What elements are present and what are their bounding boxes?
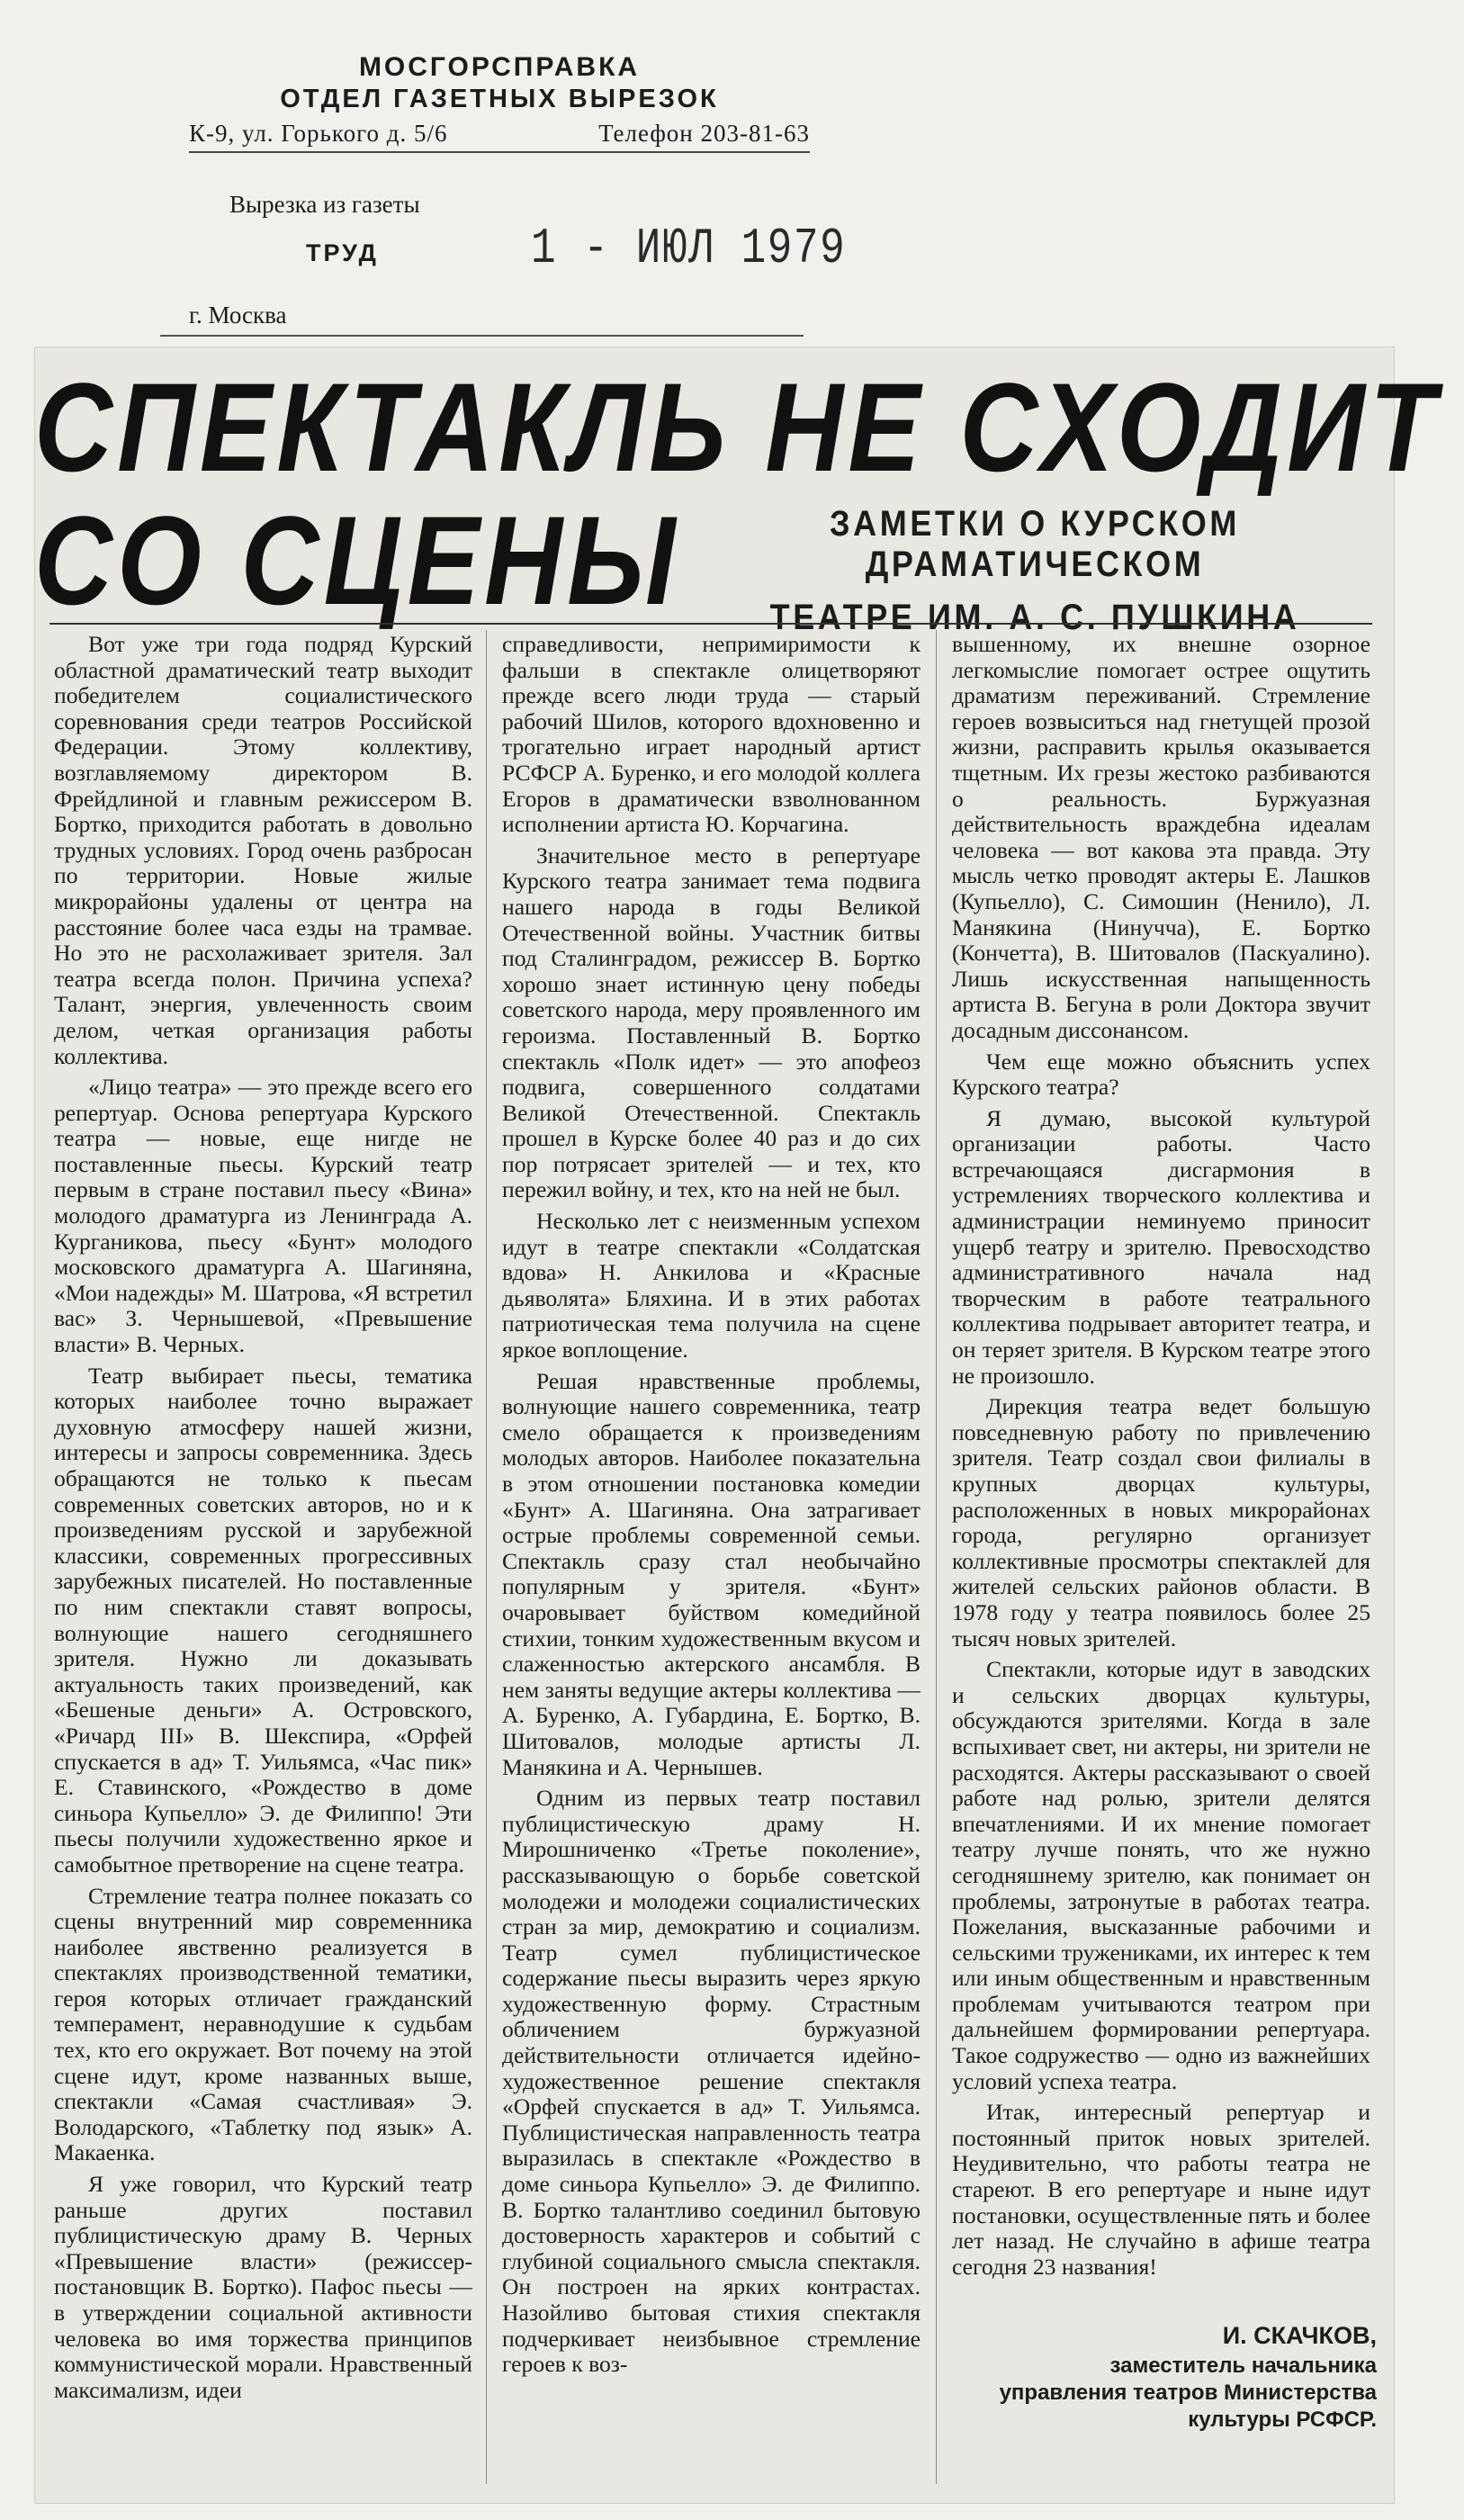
agency-header: [189, 52, 810, 153]
clipping-label: Вырезка из газеты: [229, 191, 420, 218]
agency-name: МОСГОРСПРАВКА: [358, 52, 641, 82]
paragraph: Итак, интересный репертуар и постоянный приток новых зрителей. Неудивительно, что работы театра не стареют. В его репертуаре и ныне идут постановки, осуществленные пять и более лет назад. Не случайно в афише театра сегодня 23 названия!: [952, 2099, 1370, 2280]
headline-line-1: СПЕКТАКЛЬ НЕ СХОДИТ: [34, 356, 1441, 498]
subtitle-line-1: ЗАМЕТКИ О КУРСКОМ ДРАМАТИЧЕСКОМ: [830, 504, 1240, 584]
paragraph: Я думаю, высокой культурой организации работы. Часто встречающаяся дисгармония в устремлениях творческого коллектива и администрации неминуемо приносит ущерб театру и зрителю. Превосходство административного начала над творческим в работе театрального коллектива подрывает авторитет театра, и он теряет зрителя. В Курском театре этого не произошло.: [952, 1104, 1370, 1389]
author-name: И. СКАЧКОВ,: [1222, 2322, 1377, 2349]
column-divider: [486, 630, 487, 2484]
article-column-3: [952, 632, 1370, 2285]
author-title: заместитель начальника управления театров Министерства культуры РСФСР.: [999, 2354, 1377, 2432]
paragraph: «Лицо театра» — это прежде всего его репертуар. Основа репертуара Курского театра — новые, еще нигде не поставленные пьесы. Курский театр первым в стране поставил пьесу «Вина» молодого драматурга из Ленинграда А. Курганикова, пьесу «Бунт» молодого московского драматурга А. Шагиняна, «Мои надежды» М. Шатрова, «Я встретил вас» З. Чернышевой, «Превышение власти» В. Черных.: [54, 1074, 472, 1358]
paragraph: Спектакли, которые идут в заводских и сельских дворцах культуры, обсуждаются зрителями. Когда в зале вспыхивает свет, ни актеры, ни зрители не расходятся. Актеры рассказывают о своей работе над ролью, зрители делятся впечатлениями. И их мнение помогает театру лучше понять, что же нужно сегодняшнему зрителю, как понимает он проблемы, затронутые в работах театра. Пожелания, высказанные рабочими и сельскими тружениками, их интерес к тем или иным общественным и нравственным проблемам учитываются театром при дальнейшем формировании репертуара. Такое содружество — одно из важнейших условий успеха театра.: [952, 1656, 1370, 2094]
city: г. Москва: [189, 302, 287, 328]
phone: Телефон 203-81-63: [598, 120, 810, 147]
address: К-9, ул. Горького д. 5/6: [189, 120, 448, 147]
headline-line-2: СО СЦЕНЫ: [34, 490, 680, 631]
paragraph: Одним из первых театр поставил публицистическую драму Н. Мирошниченко «Третье поколение», рассказывающую о борьбе советской молодежи и молодежи социалистических стран за мир, демократию и социализм. Театр сумел публицистическое содержание пьесы выразить через яркую художественную форму. Страстным обличением буржуазной действительности отличается идейно-художественное решение спектакля «Орфей спускается в ад» Т. Уильямса. Публицистическая направленность театра выразилась в спектакле «Рождество в доме синьора Купьелло» Э. де Филиппо. В. Бортко талантливо соединил бытовую достоверность характеров и событий с глубиной социального смысла спектакля. Он построен на ярких контрастах. Назойливо бытовая стихия спектакля подчеркивает неизбывное стремление героев к воз-: [502, 1785, 921, 2378]
article-column-1: [54, 632, 472, 2408]
newspaper-name: ТРУД: [306, 239, 379, 266]
paragraph: Вот уже три года подряд Курский областной драматический театр выходит победителем социалистического соревнования среди театров Российской Федерации. Этому коллективу, возглавляемому директором В. Фрейдлиной и главным режиссером В. Бортко, приходится работать в довольно трудных условиях. Город очень разбросан по территории. Новые жилые микрорайоны удалены от центра на расстояние более часа езды на трамвае. Но это не расхолаживает зрителя. Зал театра всегда полон. Причина успеха? Талант, энергия, увлеченность своим делом, четкая организация работы коллектива.: [54, 631, 472, 1069]
header-divider: [160, 335, 804, 337]
paragraph: Театр выбирает пьесы, тематика которых наиболее точно выражает духовную атмосферу нашей жизни, интересы и запросы современника. Здесь обращаются не только к пьесам современных советских авторов, но и к произведениям русской и зарубежной классики, современных прогрессивных зарубежных писателей. Но поставленные по ним спектакли ставят вопросы, волнующие нашего сегодняшнего зрителя. Нужно ли доказывать актуальность таких произведений, как «Бешеные деньги» А. Островского, «Ричард III» В. Шекспира, «Орфей спускается в ад» Т. Уильямса, «Час пик» Е. Ставинского, «Рождество в доме синьора Купьелло» Э. де Филиппо! Эти пьесы получили художественно яркое и самобытное претворение на сцене театра.: [54, 1362, 472, 1877]
address-line: [189, 120, 810, 153]
paragraph: Дирекция театра ведет большую повседневную работу по привлечению зрителя. Театр создал свои филиалы в крупных дворцах культуры, расположенных в новых микрорайонах города, регулярно организует коллективные просмотры спектаклей для жителей сельских районов области. В 1978 году у театра появилось более 25 тысяч новых зрителей.: [952, 1393, 1370, 1652]
subtitle-line-2: ТЕАТРЕ ИМ. А. С. ПУШКИНА: [769, 598, 1300, 637]
author-signature: [999, 2322, 1377, 2434]
column-divider: [936, 630, 937, 2484]
date-stamp: 1 - ИЮЛ 1979: [531, 220, 847, 277]
paragraph: Я уже говорил, что Курский театр раньше других поставил публицистическую драму В. Черных «Превышение власти» (режиссер-постановщик В. Бортко). Пафос пьесы — в утверждении социальной активности человека во имя торжества принципов коммунистической морали. Нравственный максимализм, идеи: [54, 2171, 472, 2403]
paragraph: справедливости, непримиримости к фальши в спектакле олицетворяют прежде всего люди труда — старый рабочий Шилов, которого вдохновенно и трогательно играет народный артист РСФСР А. Буренко, и его молодой коллега Егоров в драматически взволнованном исполнении артиста Ю. Корчагина.: [502, 631, 921, 838]
headline-divider: [49, 623, 1372, 625]
paragraph: Решая нравственные проблемы, волнующие нашего современника, театр смело обращается к произведениям молодых авторов. Наиболее показательна в этом отношении постановка комедии «Бунт» А. Шагиняна. Она затрагивает острые проблемы современной семьи. Спектакль сразу стал необычайно популярным у зрителя. «Бунт» очаровывает буйством комедийной стихии, тонким художественным вкусом и слаженностью актерского ансамбля. В нем заняты ведущие актеры коллектива — А. Буренко, А. Губардина, Е. Бортко, В. Шитовалов, молодые артисты Л. Манякина и А. Чернышев.: [502, 1367, 921, 1780]
paragraph: Чем еще можно объяснить успех Курского театра?: [952, 1048, 1370, 1101]
paragraph: Стремление театра полнее показать со сцены внутренний мир современника наиболее явственно реализуется в спектаклях производственной тематики, героя которых отличает гражданский темперамент, неравнодушие к судьбам тех, кто его окружает. Вот почему на этой сцене идут, кроме названных выше, спектакли «Самая счастливая» Э. Володарского, «Таблетку под язык» А. Макаенка.: [54, 1882, 472, 2166]
paragraph: вышенному, их внешне озорное легкомыслие помогает острее ощутить драматизм переживаний. Стремление героев возвыситься над гнетущей прозой жизни, расправить крылья оказывается тщетным. Их грезы жестоко разбиваются о реальность. Буржуазная действительность враждебна идеалам человека — вот какова эта правда. Эту мысль четко проводят актеры Е. Лашков (Купьелло), С. Симошин (Ненило), Л. Манякина (Нинучча), Е. Бортко (Кончетта), В. Шитовалов (Паскуалино). Лишь искусственная напыщенность артиста В. Бегуна в роли Доктора звучит досадным диссонансом.: [952, 631, 1370, 1043]
article-subtitle: [693, 504, 1377, 638]
paragraph: Значительное место в репертуаре Курского театра занимает тема подвига нашего народа в годы Великой Отечественной войны. Участник битвы под Сталинградом, режиссер В. Бортко хорошо знает истинную цену победы советского народа, меру проявленного им героизма. Поставленный В. Бортко спектакль «Полк идет» — это апофеоз подвига, совершенного солдатами Великой Отечественной. Спектакль прошел в Курске более 40 раз и до сих пор потрясает зрителей — и тех, кто пережил войну, и тех, кто на ней не был.: [502, 842, 921, 1203]
article-column-2: [502, 632, 921, 2383]
paragraph: Несколько лет с неизменным успехом идут в театре спектакли «Солдатская вдова» Н. Анкилова и «Красные дьяволята» Бляхина. И в этих работах патриотическая тема получила на сцене яркое воплощение.: [502, 1208, 921, 1364]
department-name: ОТДЕЛ ГАЗЕТНЫХ ВЫРЕЗОК: [280, 85, 719, 113]
